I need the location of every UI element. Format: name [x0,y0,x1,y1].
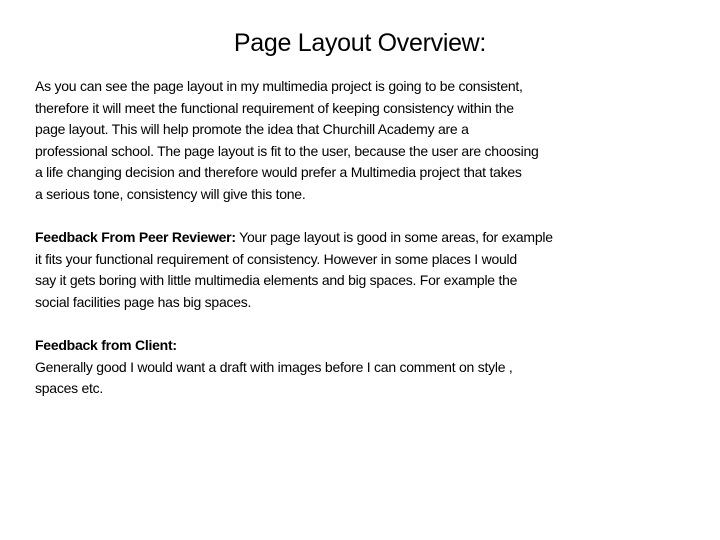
text-line: say it gets boring with little multimedia elements and big spaces. For example the [35,272,518,289]
intro-paragraph [35,76,553,206]
peer-feedback-label: Feedback From Peer Reviewer: [35,229,236,246]
text-line [35,227,553,249]
text-line: spaces etc. [35,380,104,397]
page-title: Page Layout Overview: [233,29,487,57]
text-line: Generally good I would want a draft with images before I can comment on style , [35,358,513,375]
text-line: therefore it will meet the functional requirement of keeping consistency within the [35,99,514,116]
text-line: page layout. This will help promote the idea that Churchill Academy are a [35,121,469,138]
client-feedback-label: Feedback from Client: [35,337,177,354]
text-line: As you can see the page layout in my multimedia project is going to be consistent, [35,78,523,94]
text-line: it fits your functional requirement of consistency. However in some places I would [35,250,517,267]
text-line: a life changing decision and therefore would prefer a Multimedia project that takes [35,164,522,181]
peer-feedback [35,227,553,313]
client-feedback [35,335,553,400]
peer-feedback-text: Your page layout is good in some areas, for example [235,229,553,246]
text-line [35,335,553,357]
text-line: professional school. The page layout is fit to the user, because the user are choosing [35,142,539,159]
text-line: social facilities page has big spaces. [35,293,252,310]
text-line: a serious tone, consistency will give this tone. [35,185,306,202]
slide-body [35,76,553,400]
